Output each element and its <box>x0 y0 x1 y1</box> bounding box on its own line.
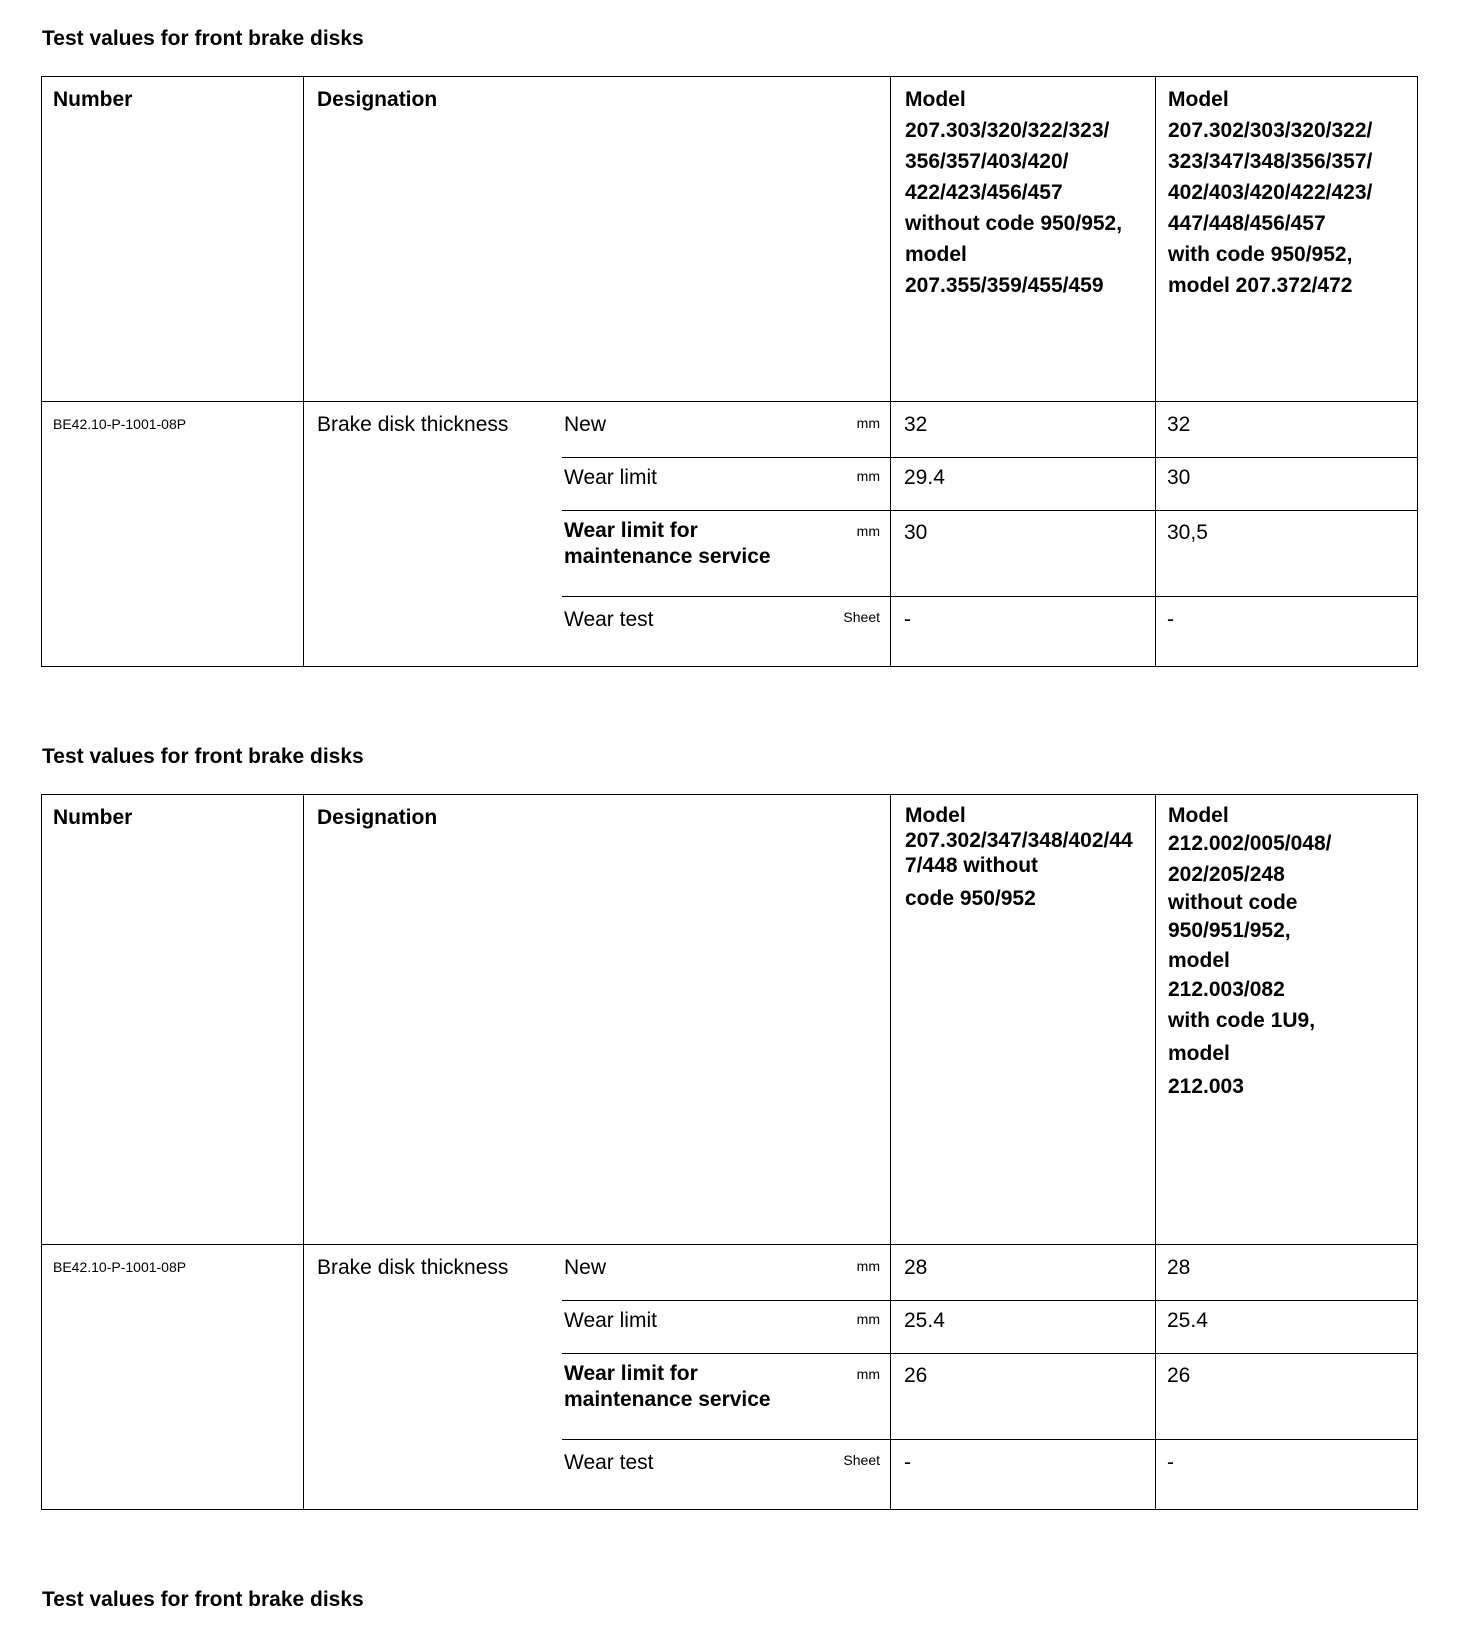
model-line: 356/357/403/420/ <box>905 150 1069 173</box>
section-title: Test values for front brake disks <box>42 1588 364 1611</box>
header-model-a <box>905 84 1150 301</box>
model-line: 402/403/420/422/423/ <box>1168 181 1373 204</box>
model-line: without code 950/952, <box>905 212 1123 235</box>
designation: Brake disk thickness <box>317 413 509 436</box>
model-line: code 950/952 <box>905 887 1036 910</box>
test-values-table <box>41 76 1418 667</box>
row-divider <box>562 1300 1417 1301</box>
header-designation: Designation <box>317 806 438 829</box>
model-line: model <box>1168 1042 1230 1065</box>
model-line: 207.355/359/455/459 <box>905 274 1104 297</box>
row-label: New <box>564 1256 607 1279</box>
row-divider <box>42 1244 1417 1245</box>
model-line: 212.003 <box>1168 1075 1244 1098</box>
row-divider <box>562 1353 1417 1354</box>
model-line: 950/951/952, <box>1168 919 1291 942</box>
row-label: Wear limit for maintenance service <box>564 519 771 568</box>
column-divider <box>890 77 891 666</box>
row-value: 30 <box>1167 466 1191 489</box>
row-unit: mm <box>856 468 880 484</box>
model-line: with code 950/952, <box>1168 243 1353 266</box>
model-line: Model <box>905 804 966 827</box>
row-value: 32 <box>1167 413 1191 436</box>
document-number: BE42.10-P-1001-08P <box>53 416 187 432</box>
column-divider <box>303 795 304 1509</box>
row-unit: Sheet <box>843 1452 880 1468</box>
row-value: - <box>904 1451 911 1474</box>
row-value: 29.4 <box>904 466 945 489</box>
column-divider <box>303 77 304 666</box>
model-line: 7/448 without <box>905 854 1039 877</box>
header-number: Number <box>53 88 133 111</box>
model-line: 202/205/248 <box>1168 863 1285 886</box>
row-value: - <box>1167 1451 1174 1474</box>
header-model-b <box>1168 803 1413 1103</box>
row-value: 26 <box>904 1364 928 1387</box>
document-number: BE42.10-P-1001-08P <box>53 1259 187 1275</box>
section-title: Test values for front brake disks <box>42 27 364 50</box>
model-line: 212.003/082 <box>1168 978 1285 1001</box>
model-line: Model <box>1168 804 1229 827</box>
row-value: 30 <box>904 521 928 544</box>
row-divider <box>562 596 1417 597</box>
test-values-table <box>41 794 1418 1510</box>
row-value: 25.4 <box>904 1309 945 1332</box>
section-title: Test values for front brake disks <box>42 745 364 768</box>
row-unit: mm <box>856 1366 880 1382</box>
row-value: 25.4 <box>1167 1309 1208 1332</box>
row-label: Wear limit <box>564 466 657 489</box>
model-line: Model <box>905 88 966 111</box>
row-label: Wear test <box>564 608 654 631</box>
model-line: 422/423/456/457 <box>905 181 1063 204</box>
column-divider <box>1155 795 1156 1509</box>
row-unit: mm <box>856 523 880 539</box>
model-line: Model <box>1168 88 1229 111</box>
row-value: 30,5 <box>1167 521 1208 544</box>
row-divider <box>562 457 1417 458</box>
row-divider <box>562 1439 1417 1440</box>
model-line: model 207.372/472 <box>1168 274 1353 297</box>
row-label: Wear limit for maintenance service <box>564 1362 771 1411</box>
column-divider <box>1155 77 1156 666</box>
row-label: Wear limit <box>564 1309 657 1332</box>
row-divider <box>42 401 1417 402</box>
model-line: 447/448/456/457 <box>1168 212 1326 235</box>
row-value: - <box>1167 608 1174 631</box>
row-unit: mm <box>856 1258 880 1274</box>
designation: Brake disk thickness <box>317 1256 509 1279</box>
row-value: 26 <box>1167 1364 1191 1387</box>
row-divider <box>562 510 1417 511</box>
model-line: 207.302/347/348/402/44 <box>905 829 1133 852</box>
row-unit: Sheet <box>843 609 880 625</box>
row-label: Wear test <box>564 1451 654 1474</box>
row-value: - <box>904 608 911 631</box>
row-value: 32 <box>904 413 928 436</box>
header-number: Number <box>53 806 133 829</box>
model-line: with code 1U9, <box>1168 1009 1316 1032</box>
header-model-a <box>905 803 1155 911</box>
model-line: 207.303/320/322/323/ <box>905 119 1110 142</box>
model-line: model <box>905 243 967 266</box>
row-unit: mm <box>856 415 880 431</box>
model-line: 323/347/348/356/357/ <box>1168 150 1373 173</box>
header-model-b <box>1168 84 1413 301</box>
model-line: without code <box>1168 891 1298 914</box>
row-value: 28 <box>1167 1256 1191 1279</box>
model-line: model <box>1168 949 1230 972</box>
column-divider <box>890 795 891 1509</box>
model-line: 207.302/303/320/322/ <box>1168 119 1373 142</box>
row-unit: mm <box>856 1311 880 1327</box>
header-designation: Designation <box>317 88 438 111</box>
row-value: 28 <box>904 1256 928 1279</box>
model-line: 212.002/005/048/ <box>1168 832 1332 855</box>
row-label: New <box>564 413 607 436</box>
